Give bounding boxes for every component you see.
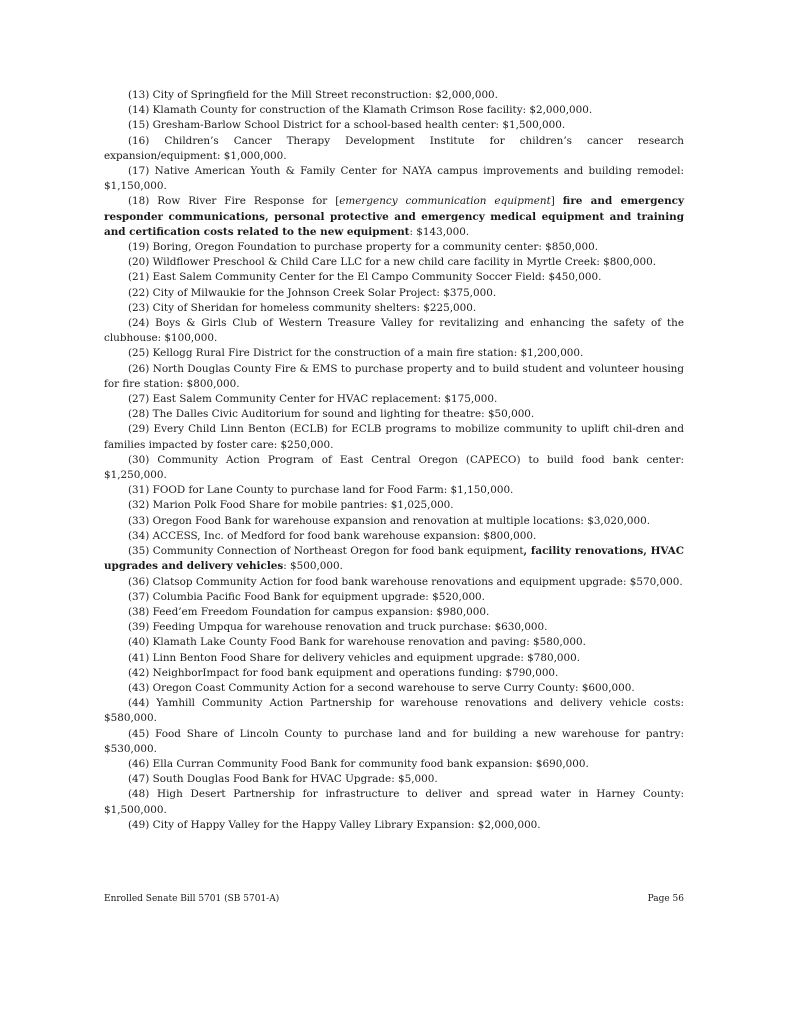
item-text: (26) North Douglas County Fire & EMS to purchase property and to build student and volunteer housing for fire station: $800,000. xyxy=(104,362,684,390)
item-text: (21) East Salem Community Center for the El Campo Community Soccer Field: $450,000. xyxy=(128,271,602,284)
item-text: (15) Gresham-Barlow School District for a school-based health center: $1,500,000. xyxy=(128,119,566,132)
appropriation-item xyxy=(104,194,684,240)
item-text: (19) Boring, Oregon Foundation to purchase property for a community center: $850,000. xyxy=(128,241,599,254)
item-text: (35) Community Connection of Northeast Oregon for food bank equipment xyxy=(128,545,524,558)
appropriation-item xyxy=(104,346,684,361)
appropriation-item xyxy=(104,635,684,650)
appropriation-item xyxy=(104,514,684,529)
item-text: (32) Marion Polk Food Share for mobile pantries: $1,025,000. xyxy=(128,499,454,512)
appropriation-item xyxy=(104,787,684,817)
item-text: (37) Columbia Pacific Food Bank for equipment upgrade: $520,000. xyxy=(128,590,485,603)
footer-bill-title: Enrolled Senate Bill 5701 (SB 5701-A) xyxy=(104,894,280,904)
appropriation-item xyxy=(104,605,684,620)
appropriation-item xyxy=(104,666,684,681)
item-text: (45) Food Share of Lincoln County to purchase land and for building a new warehouse for pantry: $530,000. xyxy=(104,727,684,755)
appropriation-item xyxy=(104,575,684,590)
item-text: (17) Native American Youth & Family Center for NAYA campus improvements and building remodel: $1,150,000. xyxy=(104,165,684,193)
appropriation-item xyxy=(104,544,684,574)
item-text: (33) Oregon Food Bank for warehouse expansion and renovation at multiple locations: $3,020,000. xyxy=(128,514,651,527)
item-text: (41) Linn Benton Food Share for delivery vehicles and equipment upgrade: $780,000. xyxy=(128,651,581,664)
appropriation-item xyxy=(104,301,684,316)
appropriation-item xyxy=(104,422,684,452)
item-text: : $500,000. xyxy=(283,560,343,573)
item-text: (36) Clatsop Community Action for food bank warehouse renovations and equipment upgrade: $570,000. xyxy=(128,575,683,588)
item-text: (25) Kellogg Rural Fire District for the construction of a main fire station: $1,200,000. xyxy=(128,347,584,360)
item-text: (39) Feeding Umpqua for warehouse renovation and truck purchase: $630,000. xyxy=(128,621,548,634)
appropriation-item xyxy=(104,270,684,285)
item-text: (49) City of Happy Valley for the Happy Valley Library Expansion: $2,000,000. xyxy=(128,818,541,831)
appropriation-item xyxy=(104,407,684,422)
appropriation-item xyxy=(104,681,684,696)
item-text: (27) East Salem Community Center for HVAC replacement: $175,000. xyxy=(128,393,498,406)
appropriation-item xyxy=(104,103,684,118)
bill-text xyxy=(104,88,684,833)
appropriation-item xyxy=(104,392,684,407)
item-text: (44) Yamhill Community Action Partnership for warehouse renovations and delivery vehicle costs: $580,000. xyxy=(104,697,684,725)
appropriation-item xyxy=(104,134,684,164)
appropriation-item xyxy=(104,483,684,498)
page-footer xyxy=(104,894,684,904)
item-text: (13) City of Springfield for the Mill Street reconstruction: $2,000,000. xyxy=(128,89,498,101)
appropriation-item xyxy=(104,316,684,346)
item-text: (47) South Douglas Food Bank for HVAC Upgrade: $5,000. xyxy=(128,773,438,786)
footer-page-number: Page 56 xyxy=(647,894,684,904)
appropriation-item xyxy=(104,286,684,301)
item-text: (43) Oregon Coast Community Action for a second warehouse to serve Curry County: $600,000. xyxy=(128,681,635,694)
item-text: (16) Children’s Cancer Therapy Development Institute for children’s cancer research expansion/equipment: $1,000,000. xyxy=(104,134,684,162)
item-text: (24) Boys & Girls Club of Western Treasure Valley for revitalizing and enhancing the safety of the clubhouse: $100,000. xyxy=(104,317,684,345)
amended-bold-text: , facility renovations, HVAC upgrades and delivery vehicles xyxy=(104,545,685,573)
amended-bold-text: fire and emergency responder communications, personal protective and emergency medical equipment and training and certification costs related to the new equipment xyxy=(104,195,684,238)
appropriation-item xyxy=(104,757,684,772)
item-text: (28) The Dalles Civic Auditorium for sound and lighting for theatre: $50,000. xyxy=(128,408,535,421)
appropriation-item xyxy=(104,240,684,255)
appropriation-item xyxy=(104,362,684,392)
appropriation-item xyxy=(104,453,684,483)
appropriation-item xyxy=(104,529,684,544)
item-text: ] xyxy=(550,195,563,208)
appropriation-item xyxy=(104,88,684,103)
item-text: (38) Feed’em Freedom Foundation for campus expansion: $980,000. xyxy=(128,605,490,618)
item-text: (40) Klamath Lake County Food Bank for warehouse renovation and paving: $580,000. xyxy=(128,636,586,649)
item-text: (20) Wildflower Preschool & Child Care LLC for a new child care facility in Myrtle Creek: $800,000. xyxy=(128,256,656,269)
item-text: (42) NeighborImpact for food bank equipment and operations funding: $790,000. xyxy=(128,666,559,679)
item-text: (31) FOOD for Lane County to purchase land for Food Farm: $1,150,000. xyxy=(128,484,514,497)
item-text: (18) Row River Fire Response for [ xyxy=(128,195,340,208)
item-text: (34) ACCESS, Inc. of Medford for food bank warehouse expansion: $800,000. xyxy=(128,529,537,542)
item-text: : $143,000. xyxy=(409,225,470,238)
appropriation-item xyxy=(104,164,684,194)
item-text: (46) Ella Curran Community Food Bank for community food bank expansion: $690,000. xyxy=(128,757,589,770)
item-text: (30) Community Action Program of East Central Oregon (CAPECO) to build food bank center: $1,250,000. xyxy=(104,453,684,482)
deleted-italic-text: emergency communication equipment xyxy=(339,195,551,208)
item-text: (23) City of Sheridan for homeless community shelters: $225,000. xyxy=(128,301,477,314)
item-text: (29) Every Child Linn Benton (ECLB) for ECLB programs to mobilize community to uplift chil-dren and families impacted by foster care: $250,000. xyxy=(104,423,684,451)
item-text: (22) City of Milwaukie for the Johnson Creek Solar Project: $375,000. xyxy=(128,286,497,299)
appropriation-item xyxy=(104,498,684,513)
appropriation-item xyxy=(104,727,684,757)
appropriation-item xyxy=(104,118,684,133)
appropriation-item xyxy=(104,620,684,635)
appropriation-item xyxy=(104,651,684,666)
appropriation-item xyxy=(104,772,684,787)
item-text: (48) High Desert Partnership for infrastructure to deliver and spread water in Harney County: $1,500,000. xyxy=(104,788,684,816)
appropriation-item xyxy=(104,255,684,270)
appropriation-item xyxy=(104,590,684,605)
item-text: (14) Klamath County for construction of the Klamath Crimson Rose facility: $2,000,000. xyxy=(128,104,593,117)
appropriation-item xyxy=(104,696,684,726)
appropriation-item xyxy=(104,818,684,833)
